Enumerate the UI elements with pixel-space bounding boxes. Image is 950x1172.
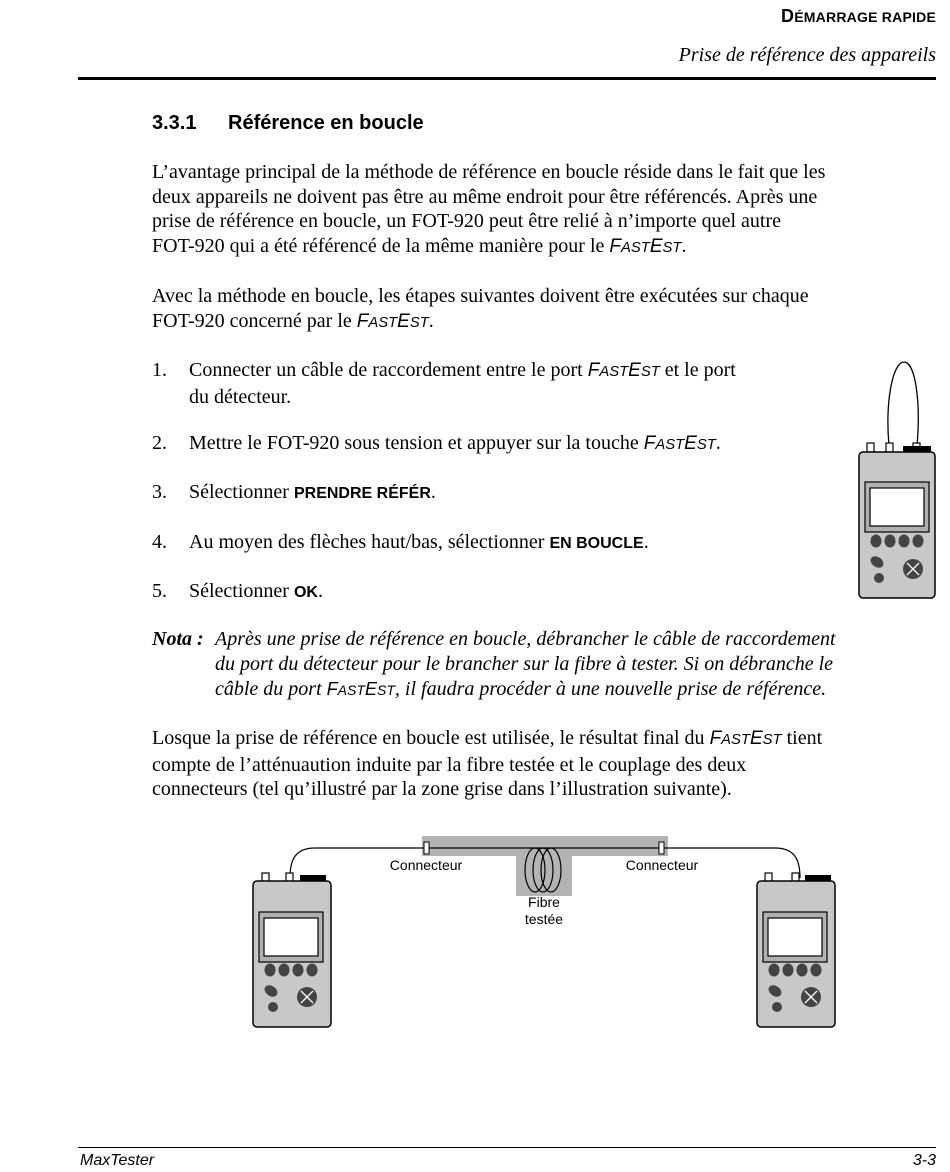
page-number: 3-3 — [912, 1152, 936, 1169]
device-key — [307, 964, 318, 977]
footer-product-name: MaxTester — [80, 1152, 155, 1169]
device-key — [268, 1002, 278, 1012]
connector-left — [424, 842, 429, 854]
step-number: 3. — [152, 481, 167, 503]
connector-left-label: Connecteur — [389, 857, 463, 873]
step-number: 5. — [152, 580, 167, 602]
note-line: câble du port FASTEST, il faudra procéder à une nouvelle prise de référence. — [215, 678, 827, 700]
device-key — [265, 964, 276, 977]
paragraph-line: prise de référence en boucle, un FOT-920 peut être relié à n’importe quel autre — [152, 210, 781, 232]
section-heading — [152, 112, 424, 135]
device-key — [769, 964, 780, 977]
device-key — [293, 964, 304, 977]
step-text: Mettre le FOT-920 sous tension et appuyer sur la touche FASTEST. — [189, 432, 721, 454]
device-loop-illustration — [855, 360, 937, 602]
fastest-term: FASTEST — [326, 679, 395, 699]
header-rule — [78, 77, 936, 80]
step-text: Au moyen des flèches haut/bas, sélectionner EN BOUCLE. — [189, 531, 649, 553]
paragraph-line: L’avantage principal de la méthode de référence en boucle réside dans le fait que les — [152, 161, 826, 183]
step-item — [152, 358, 832, 408]
connector-right-label: Connecteur — [625, 857, 699, 873]
paragraph-line: connecteurs (tel qu’illustré par la zone grise dans l’illustration suivante). — [152, 778, 732, 800]
paragraph-line: Losque la prise de référence en boucle est utilisée, le résultat final du FASTEST tient — [152, 727, 823, 749]
connector-right — [659, 842, 664, 854]
device-key — [913, 535, 924, 548]
device-key — [871, 535, 882, 548]
paragraph-line: Avec la méthode en boucle, les étapes suivantes doivent être exécutées sur chaque — [152, 285, 809, 307]
fiber-label-2: testée — [524, 911, 564, 927]
device-key — [899, 535, 910, 548]
patch-cable — [888, 362, 918, 446]
method-paragraph — [152, 284, 809, 335]
intro-paragraph — [152, 160, 825, 260]
device-key — [772, 1002, 782, 1012]
paragraph-line: deux appareils ne doivent pas être au même endroit pour être référencés. Après une — [152, 185, 818, 208]
step-number: 4. — [152, 531, 167, 553]
note-body — [215, 627, 930, 703]
step-item — [152, 480, 832, 505]
note-label: Nota : — [152, 628, 204, 650]
paragraph-line: FOT-920 qui a été référencé de la même manière pour le FASTEST. — [152, 234, 687, 257]
note-line: du port du détecteur pour le brancher sur la fibre à tester. Si on débranche le — [215, 653, 834, 675]
key-label: OK — [293, 584, 318, 601]
device-left — [253, 873, 331, 1027]
fastest-term: FASTEST — [356, 310, 429, 332]
device-key — [797, 964, 808, 977]
step-number: 1. — [152, 359, 167, 381]
device-port — [867, 443, 874, 452]
step-item — [152, 431, 832, 456]
step-item — [152, 530, 832, 555]
fastest-port — [886, 443, 893, 452]
device-screen — [264, 918, 318, 956]
step-text: Connecter un câble de raccordement entre le port FASTEST et le port du détecteur. — [189, 359, 736, 408]
section-title: DÉMARRAGE RAPIDE — [781, 6, 936, 26]
fastest-term: FASTEST — [643, 433, 716, 454]
footer-rule — [78, 1147, 936, 1148]
device-screen — [768, 918, 822, 956]
heading-title: Référence en boucle — [228, 112, 424, 134]
step-item — [152, 579, 832, 604]
key-label: PRENDRE RÉFÉR — [293, 485, 431, 502]
device-key — [874, 573, 884, 583]
fastest-term: FASTEST — [609, 235, 682, 257]
paragraph-line: compte de l’atténuaution induite par la fibre testée et le couplage des deux — [152, 753, 747, 776]
step-number: 2. — [152, 432, 167, 454]
note-line: Après une prise de référence en boucle, débrancher le câble de raccordement — [215, 628, 836, 650]
device-right — [757, 873, 835, 1027]
device-key — [783, 964, 794, 977]
loop-reference-diagram — [240, 830, 840, 1035]
result-paragraph — [152, 726, 822, 802]
paragraph-line: FOT-920 concerné par le FASTEST. — [152, 309, 434, 332]
device-screen — [870, 488, 924, 526]
key-label: EN BOUCLE — [549, 535, 644, 552]
fastest-term: FASTEST — [587, 360, 660, 381]
device-key — [811, 964, 822, 977]
device-key — [279, 964, 290, 977]
fiber-label: Fibre — [528, 894, 560, 910]
device-key — [885, 535, 896, 548]
step-text: Sélectionner PRENDRE RÉFÉR. — [189, 481, 436, 503]
subsection-title: Prise de référence des appareils — [678, 44, 936, 66]
fastest-term: FASTEST — [709, 728, 782, 749]
step-text: Sélectionner OK. — [189, 580, 323, 602]
heading-number: 3.3.1 — [152, 112, 197, 134]
